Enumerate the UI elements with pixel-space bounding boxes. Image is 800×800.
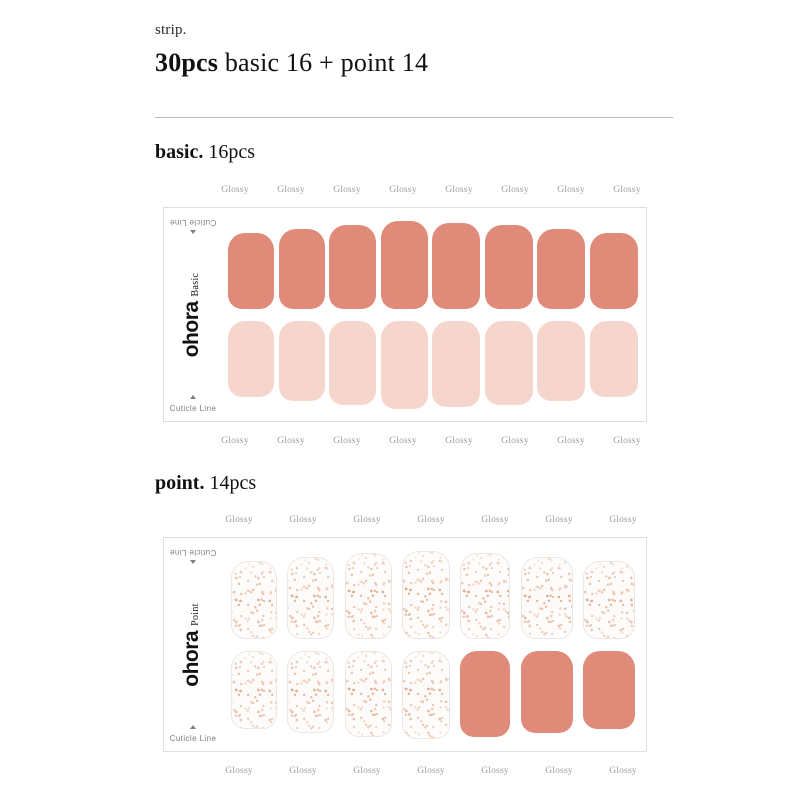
section-heading-basic-label: basic.: [155, 141, 204, 163]
glossy-labels-bottom-basic: [155, 436, 655, 450]
nail-sticker: [485, 225, 533, 309]
sheet-side-basic: [164, 208, 220, 421]
glossy-label: Glossy: [333, 436, 361, 446]
brand-subtitle: Basic: [190, 272, 201, 296]
brand-name: ohora: [180, 630, 203, 687]
glossy-label: Glossy: [225, 515, 253, 525]
section-heading-basic: [155, 141, 255, 164]
glossy-label: Glossy: [609, 515, 637, 525]
brand-name: ohora: [180, 300, 203, 357]
glossy-label: Glossy: [417, 766, 445, 776]
nail-sticker: [228, 321, 274, 397]
cuticle-arrow-down-icon: [190, 230, 196, 234]
glossy-label: Glossy: [481, 766, 509, 776]
glossy-label: Glossy: [289, 515, 317, 525]
glossy-label: Glossy: [557, 436, 585, 446]
glossy-labels-top-point: [155, 515, 655, 529]
nail-sticker: [460, 651, 510, 737]
nail-sticker: [287, 651, 334, 733]
nail-sticker: [345, 651, 392, 737]
section-heading-basic-count: 16pcs: [208, 141, 256, 163]
nail-row-top-basic: [220, 208, 646, 315]
glossy-label: Glossy: [417, 515, 445, 525]
glossy-label: Glossy: [353, 766, 381, 776]
glossy-label: Glossy: [545, 515, 573, 525]
glossy-label: Glossy: [501, 436, 529, 446]
nail-sticker: [279, 321, 325, 401]
header-divider: [155, 117, 673, 118]
nail-sticker: [521, 651, 573, 733]
nail-sticker: [432, 223, 480, 309]
page-title-rest: basic 16 + point 14: [224, 48, 429, 77]
nail-sticker: [228, 233, 274, 309]
cuticle-line-top-label: Cuticle Line: [169, 218, 217, 227]
sheet-block-basic: [155, 185, 655, 450]
nail-sticker: [485, 321, 533, 405]
nail-grid-point: [220, 538, 646, 751]
glossy-label: Glossy: [353, 515, 381, 525]
page-title: [155, 48, 675, 78]
glossy-label: Glossy: [221, 436, 249, 446]
glossy-label: Glossy: [277, 436, 305, 446]
brand-subtitle: Point: [190, 602, 201, 626]
nail-sticker: [381, 221, 428, 309]
glossy-label: Glossy: [545, 766, 573, 776]
cuticle-line-bottom-label: Cuticle Line: [169, 734, 217, 743]
glossy-label: Glossy: [225, 766, 253, 776]
section-heading-point-count: 14pcs: [209, 472, 257, 494]
page-header: [155, 22, 675, 78]
glossy-label: Glossy: [389, 436, 417, 446]
nail-sticker: [329, 225, 376, 309]
glossy-label: Glossy: [445, 185, 473, 195]
strip-label: strip.: [155, 22, 187, 38]
glossy-label: Glossy: [481, 515, 509, 525]
glossy-label: Glossy: [613, 185, 641, 195]
glossy-label: Glossy: [613, 436, 641, 446]
nail-sticker: [329, 321, 376, 405]
glossy-label: Glossy: [333, 185, 361, 195]
nail-sheet-basic: [163, 207, 647, 422]
nail-sticker: [231, 561, 277, 639]
glossy-label: Glossy: [277, 185, 305, 195]
nail-sticker: [590, 321, 638, 397]
nail-row-bottom-basic: [220, 315, 646, 422]
nail-sticker: [345, 553, 392, 639]
nail-row-top-point: [220, 538, 646, 645]
section-heading-point: [155, 472, 256, 495]
nail-sheet-point: [163, 537, 647, 752]
nail-sticker: [537, 229, 585, 309]
nail-sticker: [231, 651, 277, 729]
nail-sticker: [537, 321, 585, 401]
glossy-label: Glossy: [609, 766, 637, 776]
nail-sticker: [583, 561, 635, 639]
glossy-label: Glossy: [445, 436, 473, 446]
nail-sticker: [432, 321, 480, 407]
brand-block-basic: [180, 272, 204, 357]
cuticle-arrow-up-icon: [190, 725, 196, 729]
page-title-count: 30pcs: [155, 48, 219, 77]
cuticle-arrow-up-icon: [190, 395, 196, 399]
glossy-label: Glossy: [501, 185, 529, 195]
cuticle-arrow-down-icon: [190, 560, 196, 564]
glossy-labels-top-basic: [155, 185, 655, 199]
glossy-label: Glossy: [289, 766, 317, 776]
nail-sticker: [521, 557, 573, 639]
brand-block-point: [180, 603, 204, 686]
section-heading-point-label: point.: [155, 472, 205, 494]
glossy-label: Glossy: [221, 185, 249, 195]
nail-sticker: [583, 651, 635, 729]
sheet-side-point: [164, 538, 220, 751]
nail-sticker: [287, 557, 334, 639]
nail-sticker: [279, 229, 325, 309]
glossy-label: Glossy: [389, 185, 417, 195]
glossy-labels-bottom-point: [155, 766, 655, 780]
sheet-block-point: [155, 515, 655, 780]
nail-sticker: [381, 321, 428, 409]
cuticle-line-bottom-label: Cuticle Line: [169, 404, 217, 413]
glossy-label: Glossy: [557, 185, 585, 195]
nail-sticker: [402, 651, 450, 739]
nail-sticker: [460, 553, 510, 639]
nail-grid-basic: [220, 208, 646, 421]
cuticle-line-top-label: Cuticle Line: [169, 548, 217, 557]
nail-sticker: [590, 233, 638, 309]
nail-row-bottom-point: [220, 645, 646, 752]
nail-sticker: [402, 551, 450, 639]
